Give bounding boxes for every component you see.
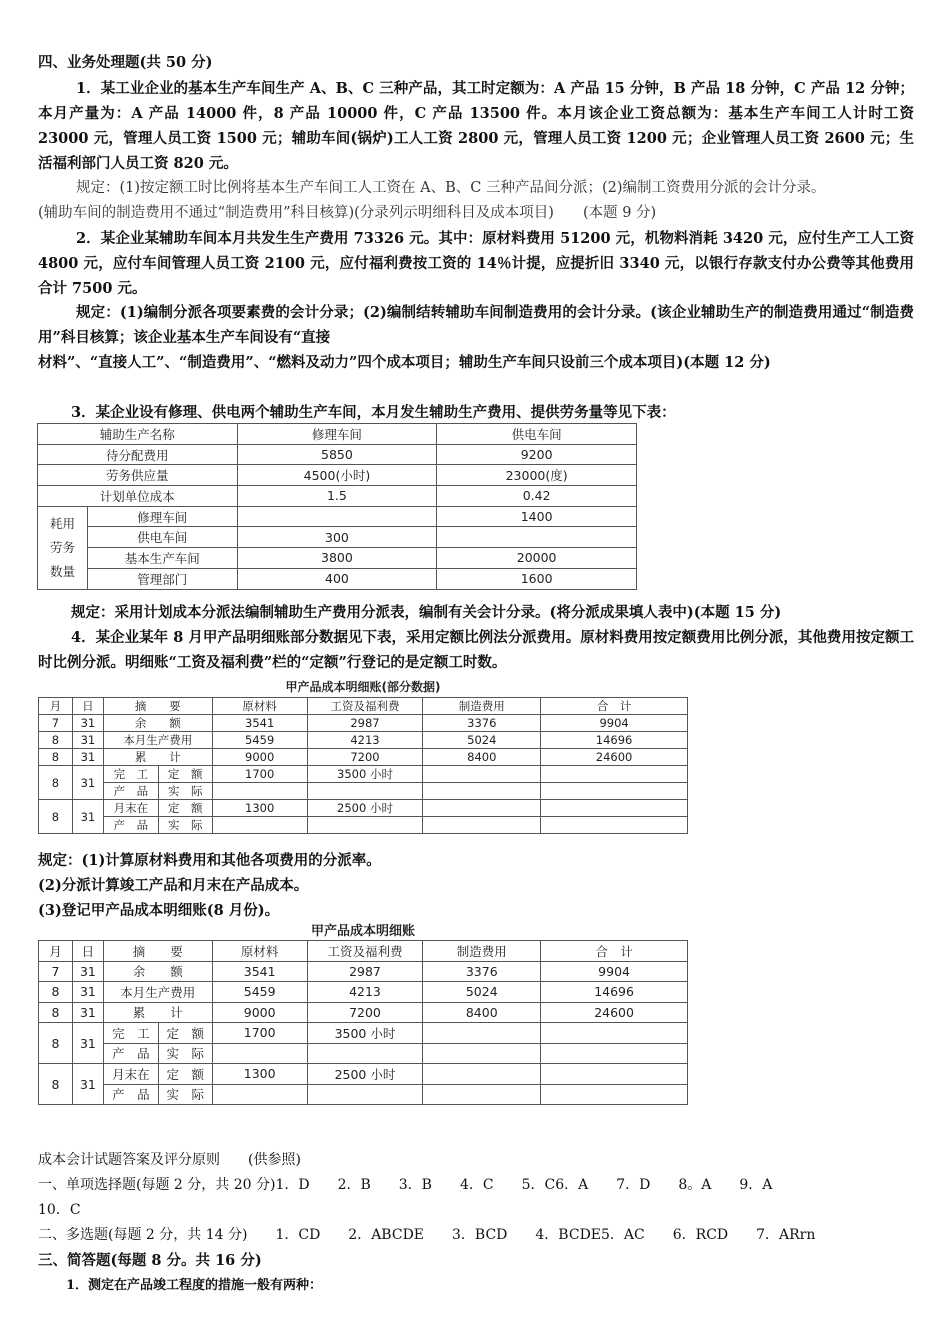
table-row: [39, 749, 688, 766]
cell-materials: [212, 1043, 307, 1064]
header-day: 日: [72, 941, 103, 962]
cell-wages: 2500 小时: [307, 1064, 423, 1085]
row-label: 基本生产车间: [87, 548, 237, 569]
table-row: [39, 817, 688, 834]
cell-overhead: 8400: [423, 1002, 541, 1023]
row-label: 供电车间: [87, 527, 237, 548]
cell-month: 8: [39, 1023, 73, 1064]
cell-total: 14696: [541, 732, 688, 749]
table-row: [38, 568, 637, 589]
cell-day: 31: [72, 1064, 103, 1105]
table-row: [39, 1002, 688, 1023]
cell-power: 1400: [437, 506, 637, 527]
cell-materials: [212, 1084, 307, 1105]
consumption-group-label: [38, 506, 88, 589]
section-4-title: 四、业务处理题(共 50 分): [38, 54, 213, 71]
cell-overhead: [423, 800, 541, 817]
table-2-caption: 甲产品成本明细账: [310, 924, 415, 939]
cell-repair: 1.5: [237, 486, 437, 507]
answers-multiple-choice: 二、多选题(每题 2 分，共 14 分) 1．CD 2．ABCDE 3．BCD 4．BCDE5．AC 6．RCD 7．ARrn: [38, 1227, 816, 1243]
answers-single-choice-cont: 10．C: [38, 1202, 81, 1218]
cell-repair: 300: [237, 527, 437, 548]
cell-overhead: [423, 766, 541, 783]
cell-materials: 1300: [212, 800, 307, 817]
cell-materials: 5459: [212, 982, 307, 1003]
table-row: [39, 982, 688, 1003]
row-label: 计划单位成本: [38, 486, 238, 507]
cell-month: 8: [39, 800, 73, 834]
row-label: 劳务供应量: [38, 465, 238, 486]
cell-total: [541, 1043, 688, 1064]
cell-power: 9200: [437, 444, 637, 465]
group-label-line-2: 劳务: [49, 539, 75, 555]
cell-total: [541, 1084, 688, 1105]
cell-overhead: [423, 817, 541, 834]
cell-day: 31: [72, 749, 103, 766]
question-4-text: 4．某企业某年 8 月甲产品明细账部分数据见下表，采用定额比例法分派费用。原材料费用按定额费用比例分派，其他费用按定额工时比例分派。明细账“工资及福利费”栏的“定额”行登记的是定额工时数。: [38, 629, 914, 671]
cell-wages: 4213: [307, 732, 423, 749]
cell-day: 31: [72, 732, 103, 749]
cell-wages: 2987: [307, 961, 423, 982]
auxiliary-production-table: [37, 423, 637, 590]
table-row: [38, 465, 637, 486]
cell-finished-label: 完 工: [103, 1023, 158, 1044]
cell-total: 14696: [541, 982, 688, 1003]
question-2-text: 2．某企业某辅助车间本月共发生生产费用 73326 元。其中：原材料费用 51200 元，机物料消耗 3420 元，应付生产工人工资 4800 元，应付车间管理人员工资 2100 元，应付福利费按工资的 14％计提，应提折旧 3340 元，以银行存款支付办公费等其他费用合计 7500 元。: [38, 230, 914, 297]
table-row: [39, 766, 688, 783]
cell-total: [541, 1064, 688, 1085]
table-header-row: [39, 941, 688, 962]
table-row: [38, 444, 637, 465]
cell-power: [437, 527, 637, 548]
cell-month: 8: [39, 749, 73, 766]
cell-actual-label: 实 际: [158, 1084, 212, 1105]
table-row: [39, 732, 688, 749]
question-1-text: 1．某工业企业的基本生产车间生产 A、B、C 三种产品，其工时定额为：A 产品 15 分钟，B 产品 18 分钟，C 产品 12 分钟；本月产量为：A 产品 14000 件，8 产品 10000 件，C 产品 13500 件。本月该企业工资总额为：基本生产车间工人计时工资 23000 元，管理人员工资 1500 元；辅助车间(锅炉)工人工资 2800 元，管理人员工资 1200 元；企业管理人员工资 2600 元；生活福利部门人员工资 820 元。: [38, 80, 914, 172]
cell-month: 8: [39, 1064, 73, 1105]
answers-short-1: 1．测定在产品竣工程度的措施一般有两种：: [66, 1278, 323, 1293]
header-overhead: 制造费用: [423, 941, 541, 962]
header-month: 月: [39, 941, 73, 962]
cell-wages: 3500 小时: [307, 1023, 423, 1044]
cell-wip-label: 产 品: [103, 817, 158, 834]
table-row: [39, 1064, 688, 1085]
cell-wip-label: 月末在: [103, 1064, 158, 1085]
table-row: [39, 783, 688, 800]
header-overhead: 制造费用: [423, 698, 541, 715]
header-materials: 原材料: [212, 698, 307, 715]
cell-quota-label: 定 额: [158, 766, 212, 783]
table-row: [38, 548, 637, 569]
question-3-rule: 规定：采用计划成本分派法编制辅助生产费用分派表，编制有关会计分录。(将分派成果填人表中)(本题 15 分): [71, 604, 782, 621]
cell-power: 20000: [437, 548, 637, 569]
cell-actual-label: 实 际: [158, 1043, 212, 1064]
table-row: [39, 715, 688, 732]
cell-overhead: [423, 1023, 541, 1044]
cell-repair: 3800: [237, 548, 437, 569]
question-4-rule-1: 规定：(1)计算原材料费用和其他各项费用的分派率。: [38, 852, 381, 869]
cell-day: 31: [72, 766, 103, 800]
cell-description: 本月生产费用: [103, 732, 212, 749]
question-1-rule-2: (辅助车间的制造费用不通过“制造费用”科目核算)(分录列示明细科目及成本项目) (本题 9 分): [38, 205, 657, 221]
cell-wages: 4213: [307, 982, 423, 1003]
cell-materials: 1700: [212, 766, 307, 783]
cell-description: 本月生产费用: [103, 982, 212, 1003]
cell-wip-label: 月末在: [103, 800, 158, 817]
cell-month: 8: [39, 732, 73, 749]
cell-description: 累 计: [103, 1002, 212, 1023]
question-3-text: 3．某企业设有修理、供电两个辅助生产车间，本月发生辅助生产费用、提供劳务量等见下表：: [71, 404, 676, 421]
cell-materials: 1700: [212, 1023, 307, 1044]
cell-wages: 2987: [307, 715, 423, 732]
cell-total: [541, 817, 688, 834]
table-row: [39, 1084, 688, 1105]
cell-wages: [307, 783, 423, 800]
cell-description: 余 额: [103, 961, 212, 982]
cell-overhead: [423, 1084, 541, 1105]
header-month: 月: [39, 698, 73, 715]
cell-total: 9904: [541, 961, 688, 982]
cell-month: 7: [39, 715, 73, 732]
cell-materials: 3541: [212, 961, 307, 982]
cell-quota-label: 定 额: [158, 1064, 212, 1085]
header-power-workshop: 供电车间: [437, 424, 637, 445]
cell-month: 8: [39, 1002, 73, 1023]
header-wages: 工资及福利费: [307, 941, 423, 962]
cell-overhead: [423, 783, 541, 800]
cell-day: 31: [72, 982, 103, 1003]
cell-wages: [307, 1043, 423, 1064]
table-header-row: [39, 698, 688, 715]
cell-total: [541, 783, 688, 800]
cell-finished-label: 产 品: [103, 1043, 158, 1064]
question-2-rule-a: 规定：(1)编制分派各项要素费的会计分录；(2)编制结转辅助车间制造费用的会计分录。(该企业辅助生产的制造费用通过“制造费用”科目核算；该企业基本生产车间设有“直接: [38, 304, 914, 346]
cell-total: 9904: [541, 715, 688, 732]
cell-actual-label: 实 际: [158, 783, 212, 800]
table-1-caption: 甲产品成本明细账(部分数据): [285, 680, 441, 694]
question-1-rule-1: 规定：(1)按定额工时比例将基本生产车间工人工资在 A、B、C 三种产品间分派；(2)编制工资费用分派的会计分录。: [76, 180, 826, 196]
cell-repair: [237, 506, 437, 527]
cell-total: [541, 1023, 688, 1044]
row-label: 管理部门: [87, 568, 237, 589]
cell-description: 累 计: [103, 749, 212, 766]
table-row: [38, 527, 637, 548]
table-row: [39, 800, 688, 817]
cell-overhead: 8400: [423, 749, 541, 766]
header-description: 摘 要: [103, 698, 212, 715]
cell-quota-label: 定 额: [158, 1023, 212, 1044]
group-label-line-3: 数量: [49, 563, 75, 579]
header-description: 摘 要: [103, 941, 212, 962]
header-total: 合 计: [541, 941, 688, 962]
table-row: [39, 1023, 688, 1044]
cell-overhead: 3376: [423, 715, 541, 732]
header-repair-workshop: 修理车间: [237, 424, 437, 445]
cell-wages: 2500 小时: [307, 800, 423, 817]
answers-single-choice: 一、单项选择题(每题 2 分，共 20 分)1．D 2．B 3．B 4．C 5．C6．A 7．D 8。A 9．A: [38, 1177, 773, 1193]
cell-materials: 1300: [212, 1064, 307, 1085]
cell-day: 31: [72, 800, 103, 834]
cell-wages: 7200: [307, 1002, 423, 1023]
table-row: [38, 506, 637, 527]
cell-finished-label: 产 品: [103, 783, 158, 800]
cell-finished-label: 完 工: [103, 766, 158, 783]
cell-total: [541, 800, 688, 817]
question-4-rule-3: (3)登记甲产品成本明细账(8 月份)。: [38, 902, 280, 919]
header-total: 合 计: [541, 698, 688, 715]
cell-power: 23000(度): [437, 465, 637, 486]
cell-month: 8: [39, 766, 73, 800]
header-wages: 工资及福利费: [307, 698, 423, 715]
question-2-rule-b: 材料”、“直接人工”、“制造费用”、“燃料及动力”四个成本项目；辅助生产车间只设前三个成本项目)(本题 12 分): [38, 354, 771, 371]
cell-materials: [212, 817, 307, 834]
cell-repair: 400: [237, 568, 437, 589]
cell-overhead: [423, 1064, 541, 1085]
answers-short-title: 三、简答题(每题 8 分。共 16 分): [38, 1252, 262, 1269]
cell-day: 31: [72, 961, 103, 982]
cell-wages: 3500 小时: [307, 766, 423, 783]
row-label: 修理车间: [87, 506, 237, 527]
product-cost-ledger-partial: [38, 697, 688, 834]
answers-title: 成本会计试题答案及评分原则 (供参照): [38, 1152, 301, 1168]
cell-month: 7: [39, 961, 73, 982]
cell-wages: 7200: [307, 749, 423, 766]
cell-total: 24600: [541, 1002, 688, 1023]
cell-power: 1600: [437, 568, 637, 589]
cell-month: 8: [39, 982, 73, 1003]
cell-total: [541, 766, 688, 783]
cell-materials: 5459: [212, 732, 307, 749]
cell-overhead: [423, 1043, 541, 1064]
cell-materials: [212, 783, 307, 800]
cell-materials: 3541: [212, 715, 307, 732]
row-label: 待分配费用: [38, 444, 238, 465]
cell-repair: 4500(小时): [237, 465, 437, 486]
table-row: [39, 1043, 688, 1064]
cell-materials: 9000: [212, 1002, 307, 1023]
cell-wip-label: 产 品: [103, 1084, 158, 1105]
product-cost-ledger: [38, 940, 688, 1105]
cell-repair: 5850: [237, 444, 437, 465]
cell-day: 31: [72, 715, 103, 732]
cell-description: 余 额: [103, 715, 212, 732]
cell-overhead: 5024: [423, 982, 541, 1003]
cell-wages: [307, 817, 423, 834]
cell-day: 31: [72, 1002, 103, 1023]
question-4-rule-2: (2)分派计算竣工产品和月末在产品成本。: [38, 877, 309, 894]
cell-actual-label: 实 际: [158, 817, 212, 834]
cell-overhead: 3376: [423, 961, 541, 982]
header-materials: 原材料: [212, 941, 307, 962]
table-row: [38, 486, 637, 507]
cell-materials: 9000: [212, 749, 307, 766]
cell-total: 24600: [541, 749, 688, 766]
header-day: 日: [72, 698, 103, 715]
cell-quota-label: 定 额: [158, 800, 212, 817]
table-row: [39, 961, 688, 982]
header-auxiliary-name: 辅助生产名称: [38, 424, 238, 445]
cell-overhead: 5024: [423, 732, 541, 749]
group-label-line-1: 耗用: [49, 515, 75, 531]
cell-wages: [307, 1084, 423, 1105]
cell-day: 31: [72, 1023, 103, 1064]
cell-power: 0.42: [437, 486, 637, 507]
